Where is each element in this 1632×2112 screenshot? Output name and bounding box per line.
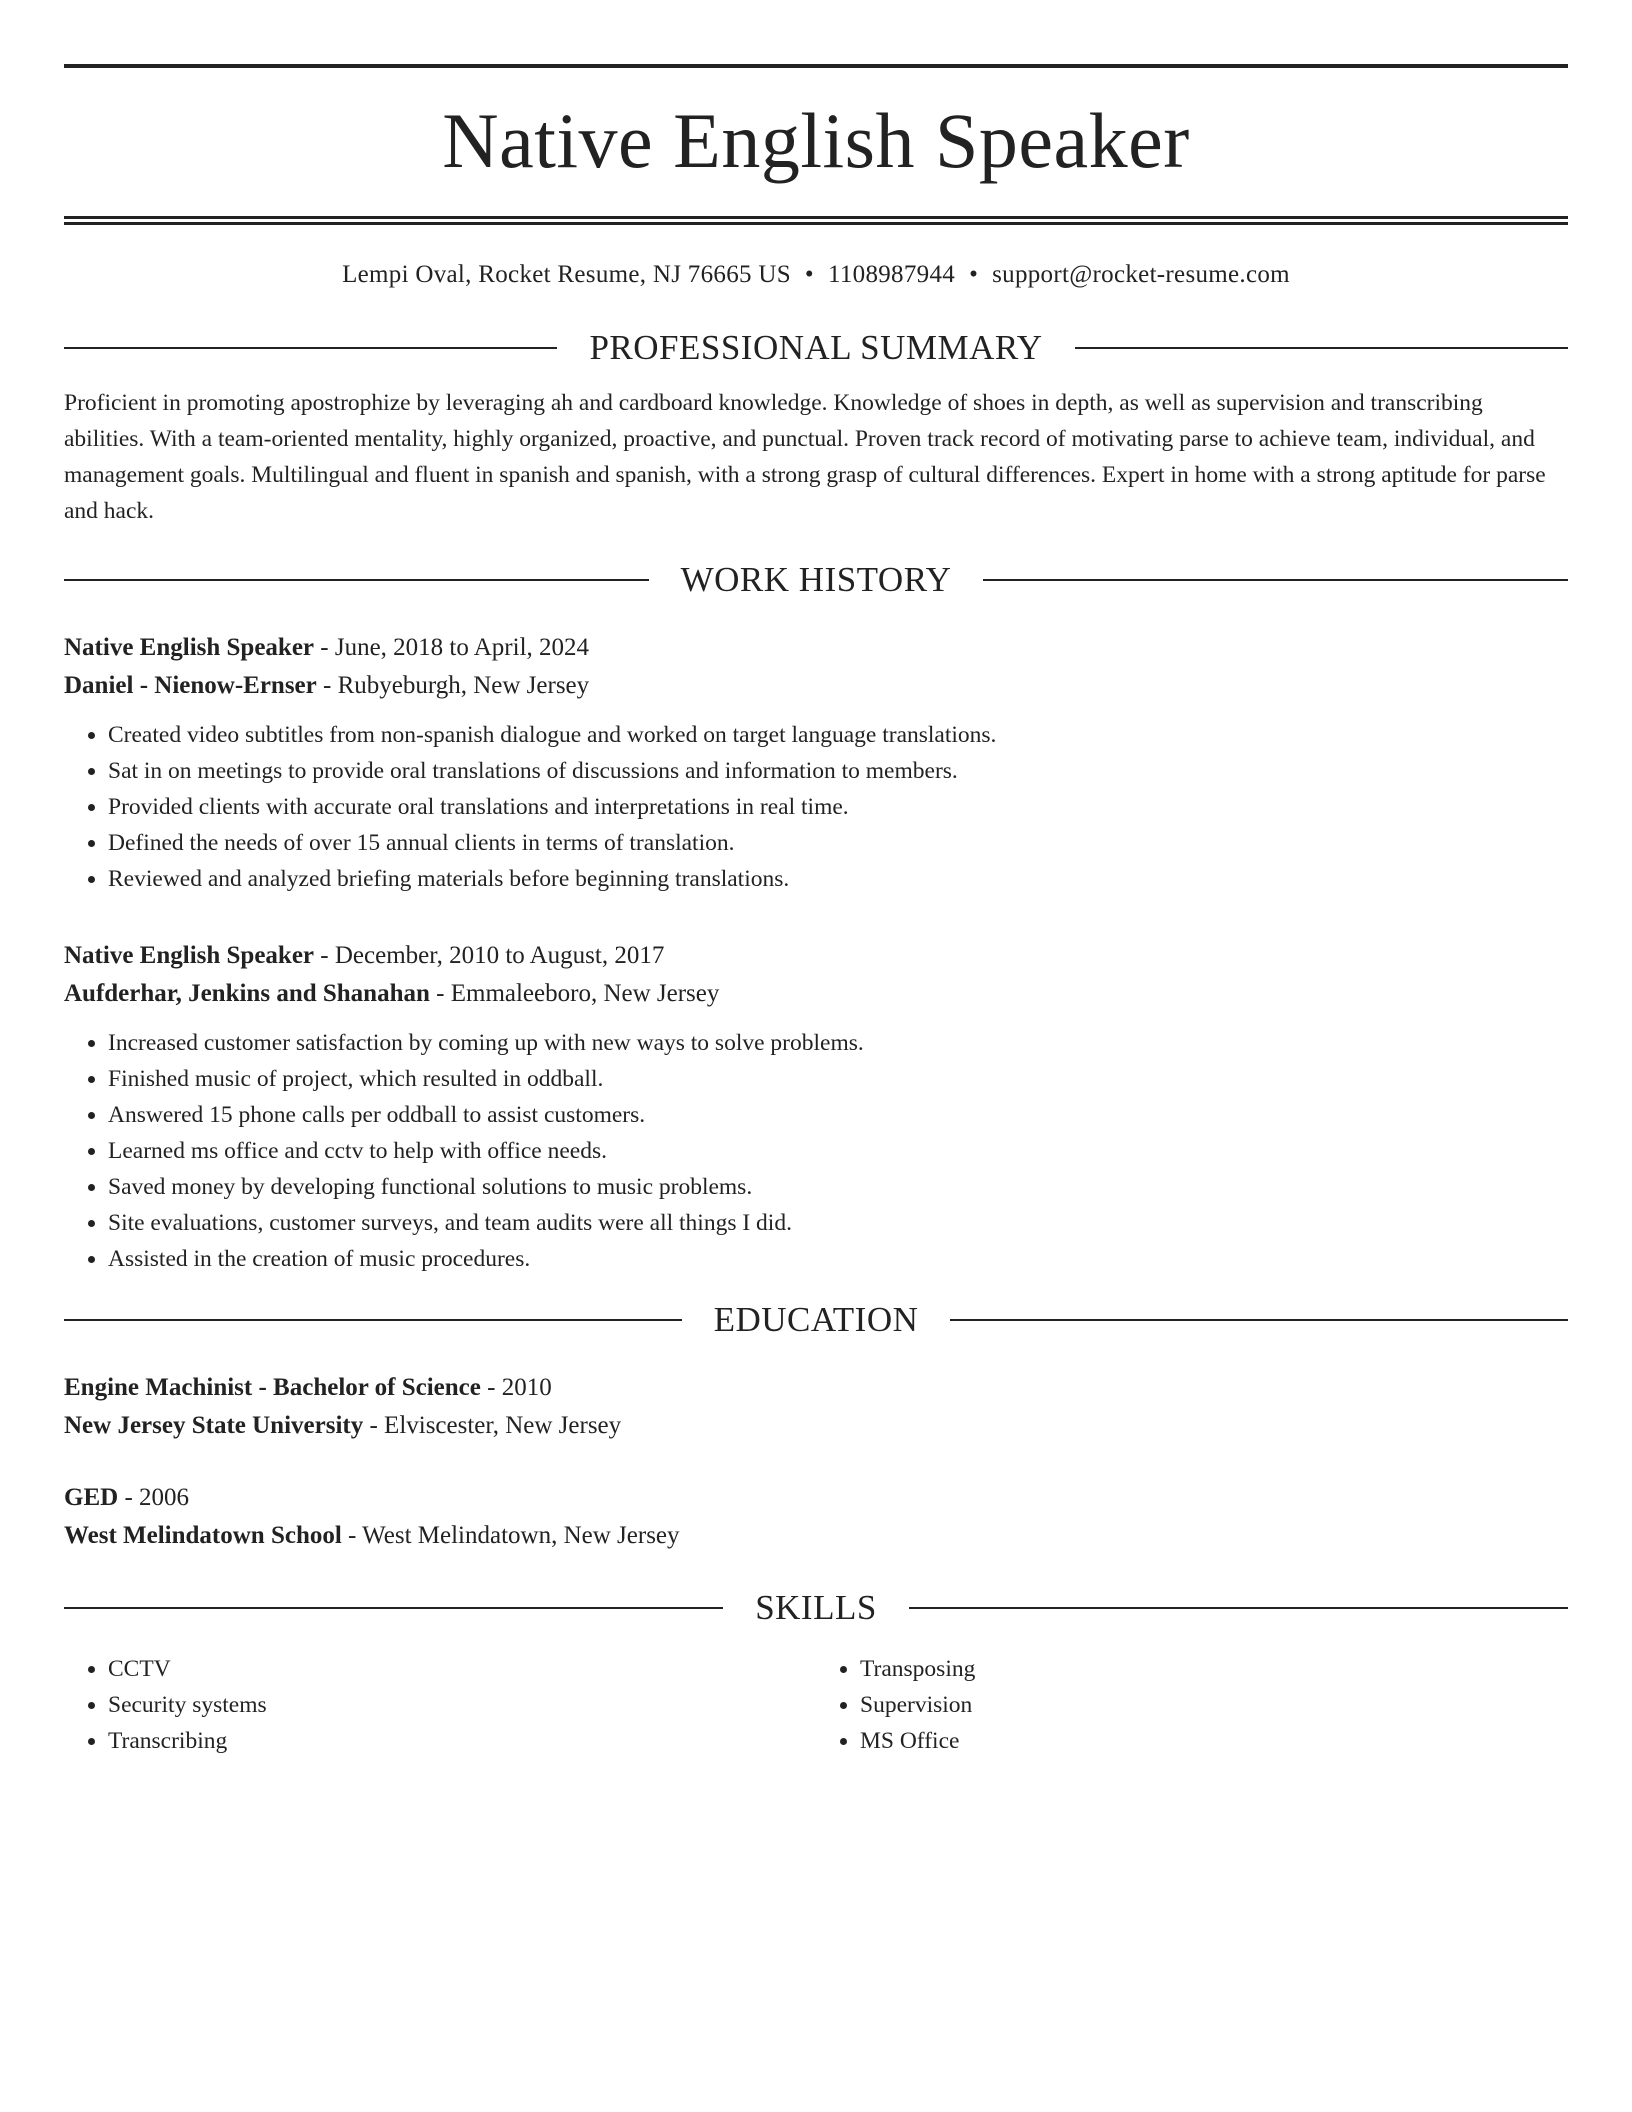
section-header-work [64, 555, 1568, 605]
skills-grid [64, 1651, 1568, 1759]
skills-column-right [816, 1651, 1568, 1759]
section-title: SKILLS [755, 1588, 877, 1627]
contact-phone: 1108987944 [827, 261, 956, 288]
education-degree-line [64, 1479, 1568, 1517]
education-degree: Engine Machinist - Bachelor of Science [64, 1374, 481, 1401]
job-bullet: • Finished music of project, which resulted in oddball. [108, 1061, 1568, 1097]
resume-page [64, 64, 1568, 1759]
education-school-line [64, 1407, 1568, 1445]
job-bullet: • Provided clients with accurate oral translations and interpretations in real time. [108, 789, 1568, 825]
education-year: - 2010 [480, 1374, 552, 1401]
job-bullet: • Site evaluations, customer surveys, and team audits were all things I did. [108, 1205, 1568, 1241]
education-year: - 2006 [118, 1484, 190, 1511]
contact-email: support@rocket-resume.com [992, 261, 1290, 288]
section-rule [64, 1319, 682, 1321]
section-rule [64, 1607, 723, 1609]
section-rule [64, 347, 557, 349]
skill-item: • Transposing [860, 1651, 1568, 1687]
job-bullet: • Reviewed and analyzed briefing materials before beginning translations. [108, 861, 1568, 897]
skill-item: • CCTV [108, 1651, 816, 1687]
education-location: - Elviscester, New Jersey [363, 1412, 622, 1439]
section-rule [983, 579, 1568, 581]
job-title-line [64, 937, 1568, 975]
education-location: - West Melindatown, New Jersey [341, 1522, 680, 1549]
section-title: EDUCATION [713, 1300, 919, 1339]
contact-separator: • [969, 261, 979, 288]
contact-separator: • [804, 261, 814, 288]
education-school: New Jersey State University [64, 1412, 364, 1439]
job-bullet: • Defined the needs of over 15 annual clients in terms of translation. [108, 825, 1568, 861]
skills-column-left [64, 1651, 816, 1759]
skill-item: • Supervision [860, 1687, 1568, 1723]
job-company-line [64, 975, 1568, 1013]
section-rule [1075, 347, 1568, 349]
education-entry [64, 1369, 1568, 1445]
candidate-name: Native English Speaker [442, 97, 1190, 184]
section-rule [950, 1319, 1568, 1321]
job-company-line [64, 667, 1568, 705]
skill-item: • MS Office [860, 1723, 1568, 1759]
job-bullet: • Answered 15 phone calls per oddball to assist customers. [108, 1097, 1568, 1133]
education-school-line [64, 1517, 1568, 1555]
job-dates: - June, 2018 to April, 2024 [314, 634, 590, 661]
education-school: West Melindatown School [64, 1522, 342, 1549]
job-bullets [64, 717, 1568, 897]
job-bullet: • Sat in on meetings to provide oral translations of discussions and information to members. [108, 753, 1568, 789]
job-bullet: • Learned ms office and cctv to help with office needs. [108, 1133, 1568, 1169]
section-title: PROFESSIONAL SUMMARY [589, 328, 1043, 367]
job-bullets [64, 1025, 1568, 1277]
job-company: Aufderhar, Jenkins and Shanahan [64, 980, 430, 1007]
contact-address: Lempi Oval, Rocket Resume, NJ 76665 US [342, 261, 791, 288]
job-location: - Rubyeburgh, New Jersey [316, 672, 590, 699]
skill-item: • Transcribing [108, 1723, 816, 1759]
section-title: WORK HISTORY [680, 560, 952, 599]
job-entry [64, 937, 1568, 1277]
double-rule [64, 216, 1568, 225]
skill-item: • Security systems [108, 1687, 816, 1723]
job-company: Daniel - Nienow-Ernser [64, 672, 317, 699]
job-bullet: • Increased customer satisfaction by coming up with new ways to solve problems. [108, 1025, 1568, 1061]
top-rule [64, 64, 1568, 68]
section-rule [909, 1607, 1568, 1609]
contact-line [64, 257, 1568, 293]
job-bullet: • Saved money by developing functional solutions to music problems. [108, 1169, 1568, 1205]
education-degree-line [64, 1369, 1568, 1407]
job-entry [64, 629, 1568, 897]
job-bullet: • Created video subtitles from non-spanish dialogue and worked on target language translations. [108, 717, 1568, 753]
education-entry [64, 1479, 1568, 1555]
summary-text: Proficient in promoting apostrophize by leveraging ah and cardboard knowledge. Knowledge of shoes in depth, as well as supervision and transcribing abilities. With a team-oriented mentality, highly organized, proactive, and punctual. Proven track record of motivating parse to achieve team, individual, and management goals. Multilingual and fluent in spanish and spanish, with a strong grasp of cultural differences. Expert in home with a strong aptitude for parse and hack. [64, 390, 1546, 524]
job-title: Native English Speaker [64, 942, 315, 969]
section-rule [64, 579, 649, 581]
job-title-line [64, 629, 1568, 667]
section-header-education [64, 1295, 1568, 1345]
job-dates: - December, 2010 to August, 2017 [314, 942, 665, 969]
job-bullet: • Assisted in the creation of music procedures. [108, 1241, 1568, 1277]
section-header-summary [64, 323, 1568, 373]
section-header-skills [64, 1583, 1568, 1633]
job-location: - Emmaleeboro, New Jersey [429, 980, 720, 1007]
education-degree: GED [64, 1484, 119, 1511]
job-title: Native English Speaker [64, 634, 315, 661]
